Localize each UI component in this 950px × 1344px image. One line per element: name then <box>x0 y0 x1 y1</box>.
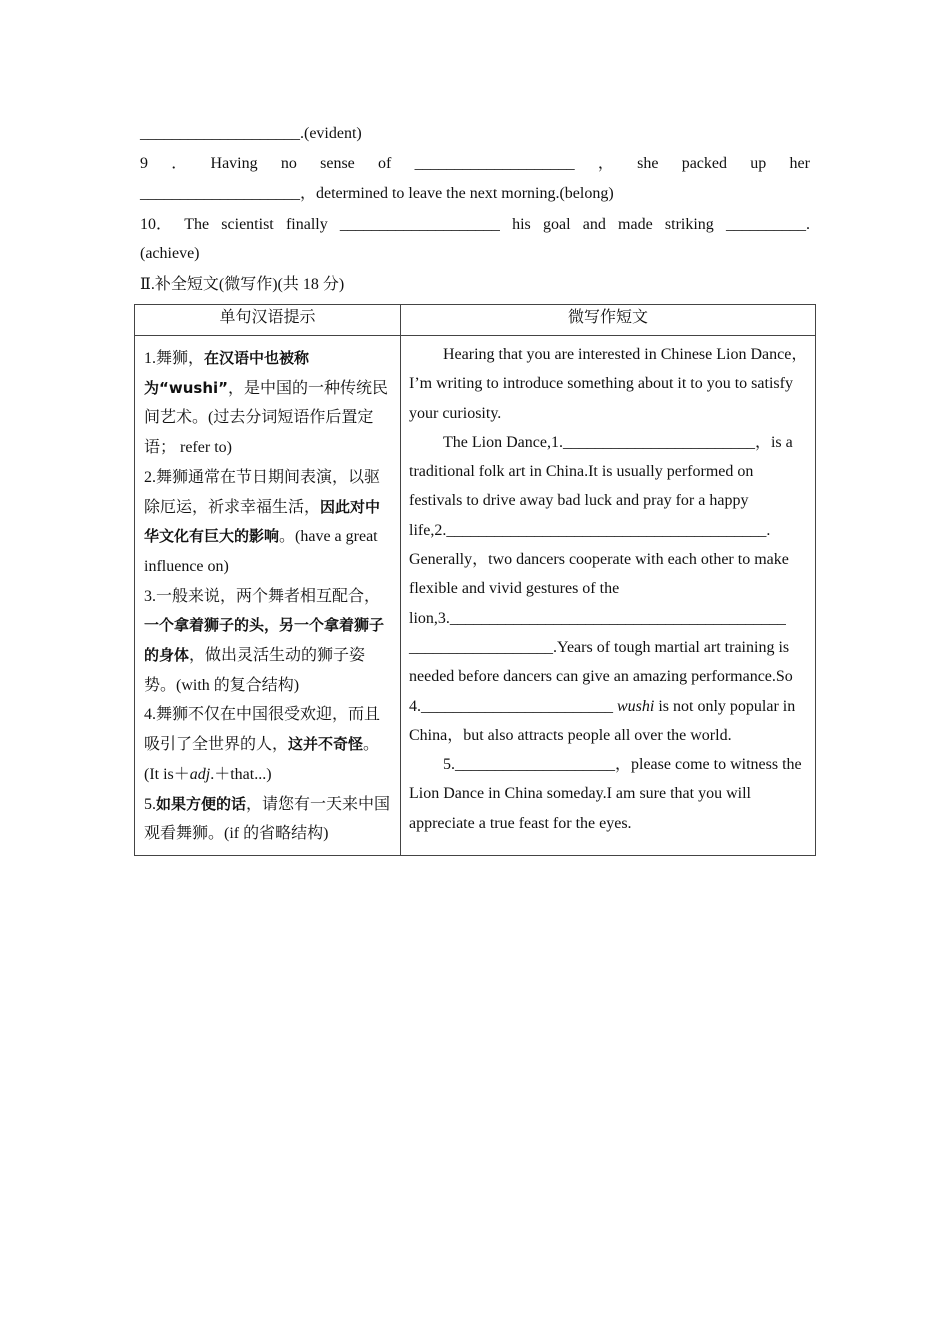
hint-text: ，请您有一天来中国观看舞狮。(if 的省略结构) <box>144 795 391 843</box>
q10-word: 10． <box>140 216 173 233</box>
hint-text: 3.一般来说，两个舞者相互配合， <box>144 587 381 605</box>
hint-italic-text: adj <box>189 765 211 783</box>
essay-text: is not only popular in China，but also attracts people all over the world. <box>409 697 796 744</box>
q10-word: finally <box>285 216 328 233</box>
q10-word: scientist <box>221 216 274 233</box>
q10-word: and <box>582 216 606 233</box>
header-hints: 单句汉语提示 <box>135 305 401 336</box>
essay-paragraph-1: Hearing that you are interested in Chinese Lion Dance，I’m writing to introduce something about it to you to satisfy your curiosity. <box>409 346 808 422</box>
hint-bold-text: 一个拿着狮子的头，另一个拿着狮子的身体 <box>144 616 385 665</box>
q9-word: sense <box>320 155 355 172</box>
essay-italic-text: wushi <box>617 697 655 715</box>
hint-text: 2.舞狮通常在节日期间表演，以驱除厄运，祈求幸福生活， <box>144 468 381 516</box>
hint-bold-text: 因此对中华文化有巨大的影响 <box>144 497 381 546</box>
hint-3 <box>144 582 392 701</box>
hint-1 <box>144 344 392 463</box>
header-essay: 微写作短文 <box>401 305 816 336</box>
q10-word: striking <box>664 216 714 233</box>
q9-word: Having <box>210 155 258 172</box>
exercise-8-answer-line: ____________________.(evident) <box>140 125 362 142</box>
hint-bold-text: 如果方便的话 <box>156 794 247 813</box>
q10-word: made <box>618 216 653 233</box>
table-header-row <box>135 305 816 336</box>
essay-paragraph-2 <box>409 428 809 750</box>
q10-word: goal <box>542 216 571 233</box>
micro-writing-table <box>134 304 816 856</box>
q10-blank: ____________________ <box>339 216 500 233</box>
hints-cell <box>135 336 401 856</box>
exercise-9-line-1 <box>140 149 810 179</box>
q9-word: ， <box>597 155 614 172</box>
hint-text: 1.舞狮， <box>144 350 205 367</box>
essay-paragraph-3: 5.____________________，please come to witness the Lion Dance in China someday.I am sure that you will appreciate a true feast for the eyes. <box>409 756 802 832</box>
hint-text: ，做出灵活生动的狮子姿势。(with 的复合结构) <box>144 647 366 694</box>
q9-word: up <box>750 155 767 172</box>
hint-bold-text: 在汉语中也被称为“wushi” <box>144 349 310 397</box>
q10-word: his <box>512 216 531 233</box>
q10-blank: __________. <box>726 216 810 233</box>
essay-text: The Lion Dance,1.________________________，is a traditional folk art in China.It is usually performed on festivals to drive away bad luck and pray for a happy life,2.________________________________________. Generally，two dancers cooperate with each other to make flexible and vivid gestures of the lion,3.__________________________________________ __________________.Years of tough martial art training is needed before dancers can give an amazing performance.So 4.________________________ <box>409 433 793 715</box>
hint-text: 5. <box>144 795 156 813</box>
q9-word: she <box>637 155 659 172</box>
exercise-10-line-1 <box>140 210 810 240</box>
hint-4 <box>144 700 392 789</box>
exercise-9-line-2: ____________________，determined to leave the next morning.(belong) <box>140 185 614 202</box>
q9-blank: ____________________ <box>414 155 575 172</box>
hint-text: .＋that...) <box>210 765 272 783</box>
q9-word: packed <box>681 155 728 172</box>
q9-word: of <box>378 155 392 172</box>
hint-text: 。(It is＋ <box>144 736 380 783</box>
exercise-10-line-2: (achieve) <box>140 245 200 262</box>
essay-cell <box>401 336 816 856</box>
q9-word: 9 <box>140 155 148 172</box>
q9-word: her <box>789 155 810 172</box>
q9-word: no <box>280 155 297 172</box>
q9-word: ． <box>171 155 188 172</box>
hint-2 <box>144 463 392 582</box>
table-body-row <box>135 336 816 856</box>
hint-bold-text: 这并不奇怪 <box>288 735 364 754</box>
hint-text: ，是中国的一种传统民间艺术。(过去分词短语作后置定语； refer to) <box>144 379 389 457</box>
hint-text: 4.舞狮不仅在中国很受欢迎，而且吸引了全世界的人， <box>144 706 381 754</box>
hint-5 <box>144 790 392 849</box>
q10-word: The <box>184 216 210 233</box>
hint-text: 。(have a great influence on) <box>144 528 378 575</box>
section-title: Ⅱ.补全短文(微写作)(共 18 分) <box>140 276 345 293</box>
